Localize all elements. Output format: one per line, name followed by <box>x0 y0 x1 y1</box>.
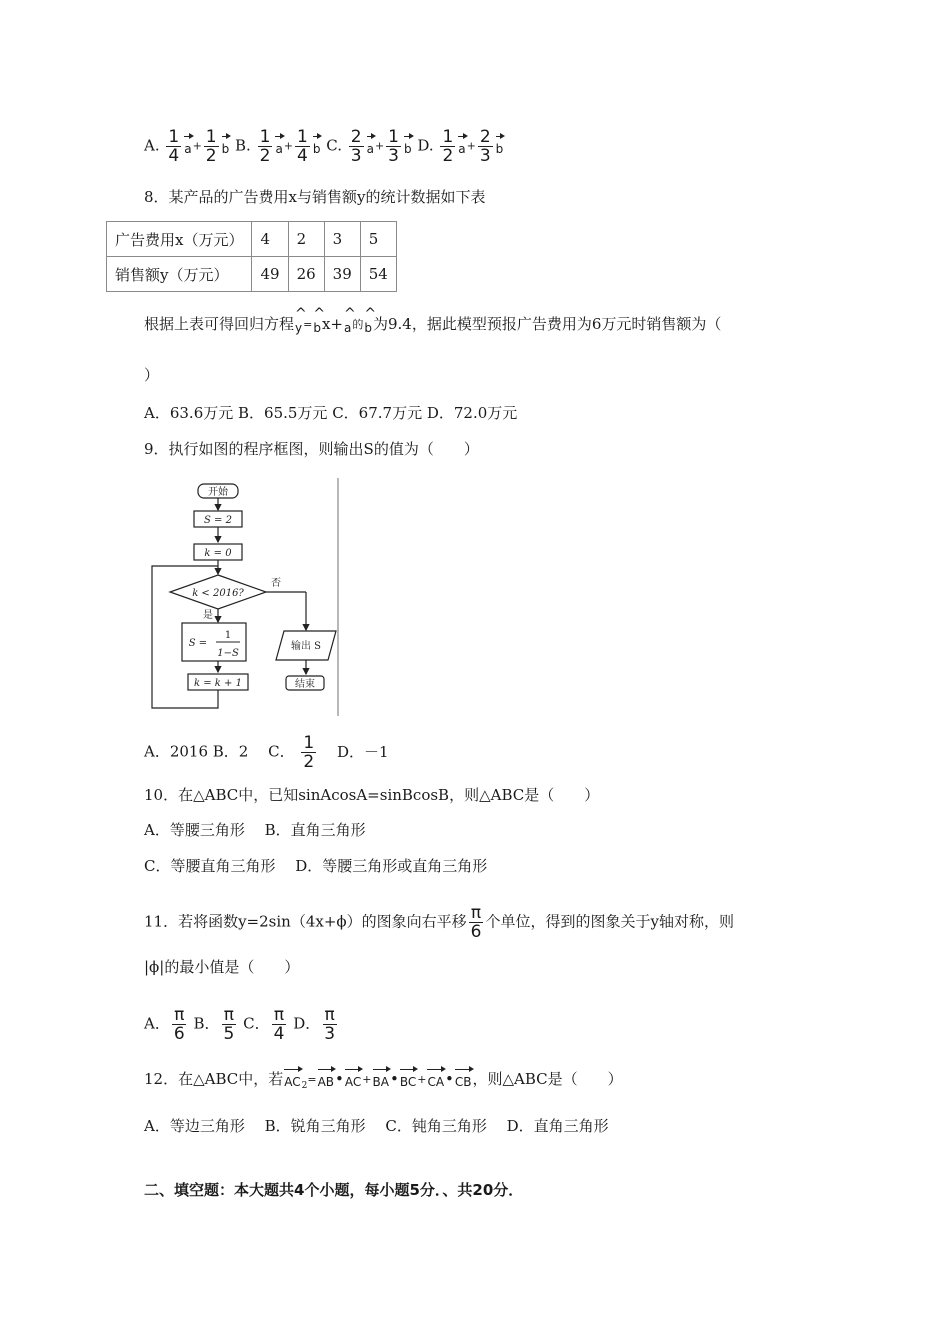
table-row <box>107 222 397 257</box>
table-cell: 5 <box>360 222 396 257</box>
q11-options <box>144 1006 339 1043</box>
vector: b <box>404 135 412 159</box>
option-label: C. <box>326 136 342 155</box>
flowchart <box>148 478 340 716</box>
table-cell: 26 <box>288 257 324 292</box>
table-cell: 2 <box>288 222 324 257</box>
fraction: $\frac{\pi}{4}$ <box>273 1005 285 1044</box>
text: D．－1 <box>336 742 389 761</box>
fraction: $\frac{\pi}{5}$ <box>223 1005 235 1044</box>
q7-options: A. $\frac{1}{4}$ a+ $\frac{1}{2}$ b B. $\frac{1}{2}$ a+ $\frac{1}{4}$ b C. $\frac{2}{3}$ a+ $\frac{1}{3}$ b D. $\frac{1}{2}$ a+ $\frac{2}{3}$ b <box>144 127 504 166</box>
q8-options: A．63.6万元 B．65.5万元 C．67.7万元 D．72.0万元 <box>144 404 518 422</box>
option-label: B． <box>193 1014 220 1033</box>
vector: a <box>184 135 191 159</box>
text: 的 <box>352 318 364 331</box>
data-table <box>106 221 397 292</box>
hat-symbol: ^ a <box>344 312 351 338</box>
equals: = <box>303 318 313 331</box>
exponent: 2 <box>301 1081 308 1091</box>
fraction: $\frac{\pi}{6}$ <box>470 903 482 942</box>
output-label: 输出 S <box>290 641 322 652</box>
vector: b <box>496 135 504 159</box>
fraction: $\frac{\pi}{6}$ <box>173 1005 185 1044</box>
q11-stem-cont: |ϕ|的最小值是（ ） <box>144 958 300 976</box>
fraction: $\frac{1}{2}$ <box>303 733 315 772</box>
option-label: A． <box>144 1014 170 1033</box>
no-label: 否 <box>271 578 281 589</box>
table-cell: 39 <box>324 257 360 292</box>
option-label: C． <box>243 1014 270 1033</box>
vector: b <box>222 135 230 159</box>
dot: • <box>445 1070 454 1088</box>
fraction: $\frac{2}{3}$ <box>350 127 362 166</box>
text: ，则△ABC是（ ） <box>472 1070 623 1088</box>
fraction: $\frac{1}{2}$ <box>205 127 217 166</box>
plus: + <box>417 1073 427 1086</box>
end-label: 结束 <box>295 679 315 690</box>
fraction: $\frac{1}{4}$ <box>297 127 308 166</box>
table-cell: 广告费用x（万元） <box>107 222 252 257</box>
vector: a <box>275 135 282 159</box>
q8-close-paren: ） <box>144 366 160 384</box>
text: x+ <box>321 315 343 333</box>
table-cell: 3 <box>324 222 360 257</box>
vector: BC <box>400 1068 416 1092</box>
option-label: D. <box>417 136 434 155</box>
text: 11．若将函数y=2sin（4x+ϕ）的图象向右平移 <box>144 912 467 931</box>
hat-symbol: ^ b <box>313 312 321 338</box>
option-label: B. <box>235 136 251 155</box>
text: 为9.4，据此模型预报广告费用为6万元时销售额为（ <box>372 315 722 333</box>
vector: CA <box>427 1068 444 1092</box>
table-cell: 49 <box>252 257 288 292</box>
fraction: $\frac{1}{3}$ <box>388 127 399 166</box>
fraction: $\frac{1}{4}$ <box>168 127 180 166</box>
hat-symbol: ^ b <box>364 312 372 338</box>
vector: BA <box>373 1068 389 1092</box>
option-label: D． <box>293 1014 321 1033</box>
s-init-label: S = 2 <box>204 515 232 526</box>
option-label: A. <box>144 136 160 155</box>
vector: CB <box>455 1068 472 1092</box>
vector: b <box>313 135 321 159</box>
q9-options <box>144 734 389 771</box>
q11-stem <box>144 904 734 941</box>
q10-options-cd: C．等腰直角三角形 D．等腰三角形或直角三角形 <box>144 857 488 875</box>
text: 根据上表可得回归方程 <box>144 315 295 333</box>
hat-symbol: ^ y <box>295 312 302 338</box>
k-inc-label: k = k + 1 <box>194 678 242 689</box>
q12-stem <box>144 1068 623 1096</box>
dot: • <box>389 1070 399 1088</box>
vector: AC <box>284 1068 300 1092</box>
s-assign-num: 1 <box>224 630 232 641</box>
q10-options-ab: A．等腰三角形 B．直角三角形 <box>144 821 366 839</box>
vector: a <box>367 135 374 159</box>
table-cell: 销售额y（万元） <box>107 257 252 292</box>
s-assign-label: S = <box>188 638 208 649</box>
vector: AB <box>318 1068 334 1092</box>
table-row <box>107 257 397 292</box>
yes-label: 是 <box>203 610 213 621</box>
table-cell: 54 <box>360 257 396 292</box>
condition-label: k < 2016? <box>192 588 244 599</box>
q9-stem: 9．执行如图的程序框图，则输出S的值为（ ） <box>144 440 479 458</box>
text: 个单位，得到的图象关于y轴对称，则 <box>485 912 734 931</box>
start-label: 开始 <box>208 487 228 498</box>
section-heading: 二、填空题：本大题共4个小题，每小题5分．、共20分． <box>144 1181 524 1199</box>
q12-options: A．等边三角形 B．锐角三角形 C．钝角三角形 D．直角三角形 <box>144 1117 609 1135</box>
s-assign-den: 1−S <box>217 648 239 659</box>
text: A．2016 B．2 C． <box>144 742 295 761</box>
dot: • <box>335 1070 344 1088</box>
k-init-label: k = 0 <box>204 548 232 559</box>
q8-regression-line <box>144 312 721 338</box>
vector: a <box>458 135 465 159</box>
plus: + <box>362 1073 372 1086</box>
fraction: $\frac{1}{2}$ <box>442 127 454 166</box>
q8-stem: 8．某产品的广告费用x与销售额y的统计数据如下表 <box>144 188 486 206</box>
table-cell: 4 <box>252 222 288 257</box>
fraction: $\frac{2}{3}$ <box>479 127 491 166</box>
fraction: $\frac{1}{2}$ <box>259 127 271 166</box>
q10-stem: 10．在△ABC中，已知sinAcosA=sinBcosB，则△ABC是（ ） <box>144 786 600 804</box>
vector: AC <box>345 1068 361 1092</box>
equals: = <box>307 1073 317 1086</box>
text: 12．在△ABC中，若 <box>144 1070 284 1088</box>
fraction: $\frac{\pi}{3}$ <box>324 1005 336 1044</box>
